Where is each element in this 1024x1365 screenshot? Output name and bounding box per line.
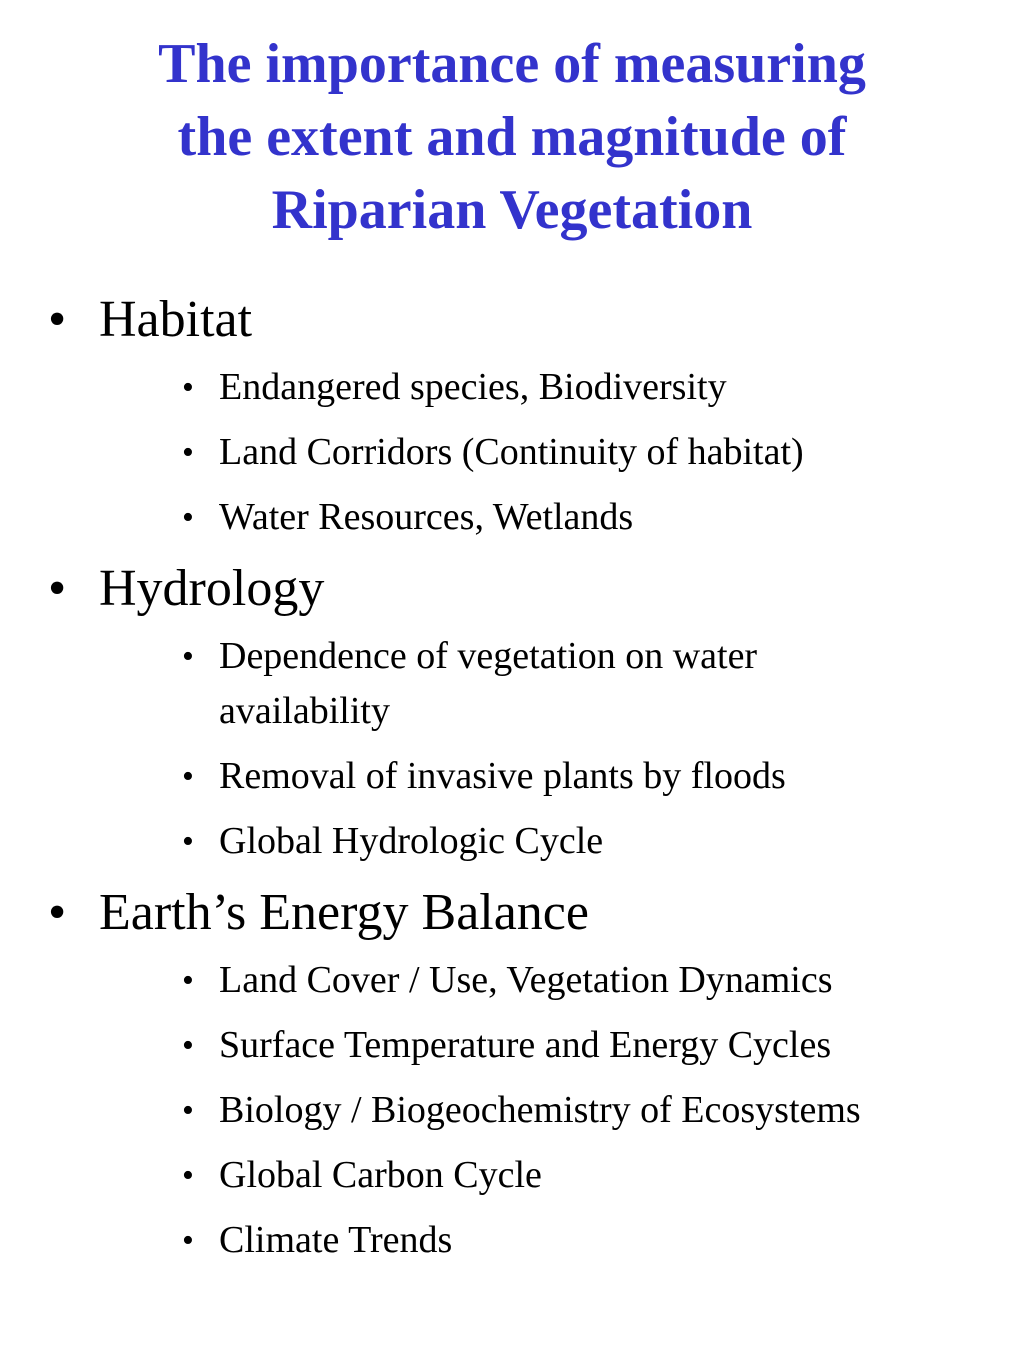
list-item xyxy=(182,1148,1019,1203)
list-item-text: Surface Temperature and Energy Cycles xyxy=(219,1024,832,1066)
slide-title-line: the extent and magnitude of xyxy=(177,106,847,168)
bullet-icon: • xyxy=(182,434,194,471)
bullet-icon: • xyxy=(182,1157,194,1194)
bullet-icon: • xyxy=(182,1222,194,1259)
section-heading: Habitat xyxy=(99,291,253,348)
list-item xyxy=(182,490,999,545)
list-item xyxy=(182,629,899,739)
list-item xyxy=(182,1083,1019,1138)
sub-bullet-list xyxy=(99,953,1024,1268)
list-item-text: Global Carbon Cycle xyxy=(219,1154,542,1196)
bullet-list xyxy=(0,288,1024,1280)
list-item xyxy=(182,953,1019,1008)
sub-bullet-list xyxy=(99,360,1024,545)
bullet-icon: • xyxy=(182,758,194,795)
list-item xyxy=(182,1018,1019,1073)
section-habitat xyxy=(0,288,1024,545)
list-item xyxy=(182,749,999,804)
section-hydrology xyxy=(0,557,1024,869)
bullet-icon: • xyxy=(182,823,194,860)
list-item-text: Removal of invasive plants by floods xyxy=(219,755,786,797)
list-item xyxy=(182,1213,1019,1268)
bullet-icon: • xyxy=(182,638,194,675)
sub-bullet-list xyxy=(99,629,1024,869)
section-heading: Hydrology xyxy=(99,560,325,617)
bullet-icon: • xyxy=(48,291,67,348)
slide-title-line: The importance of measuring xyxy=(158,33,866,95)
bullet-icon: • xyxy=(48,884,67,941)
bullet-icon: • xyxy=(182,1092,194,1129)
list-item-text: Land Cover / Use, Vegetation Dynamics xyxy=(219,959,833,1001)
bullet-icon: • xyxy=(182,962,194,999)
list-item-text: Land Corridors (Continuity of habitat) xyxy=(219,431,804,473)
bullet-icon: • xyxy=(48,560,67,617)
bullet-icon: • xyxy=(182,1027,194,1064)
list-item-text: Water Resources, Wetlands xyxy=(219,496,634,538)
slide-title-line: Riparian Vegetation xyxy=(271,179,753,241)
list-item-text: Endangered species, Biodiversity xyxy=(219,366,727,408)
list-item xyxy=(182,360,999,415)
slide-title xyxy=(0,28,1024,247)
list-item xyxy=(182,425,999,480)
section-heading: Earth’s Energy Balance xyxy=(99,884,589,941)
bullet-icon: • xyxy=(182,369,194,406)
section-energy-balance xyxy=(0,881,1024,1268)
list-item-text: Biology / Biogeochemistry of Ecosystems xyxy=(219,1089,861,1131)
list-item-text: Global Hydrologic Cycle xyxy=(219,820,604,862)
bullet-icon: • xyxy=(182,499,194,536)
list-item-text: Climate Trends xyxy=(219,1219,453,1261)
list-item-text: Dependence of vegetation on water availability xyxy=(219,635,758,732)
list-item xyxy=(182,814,999,869)
